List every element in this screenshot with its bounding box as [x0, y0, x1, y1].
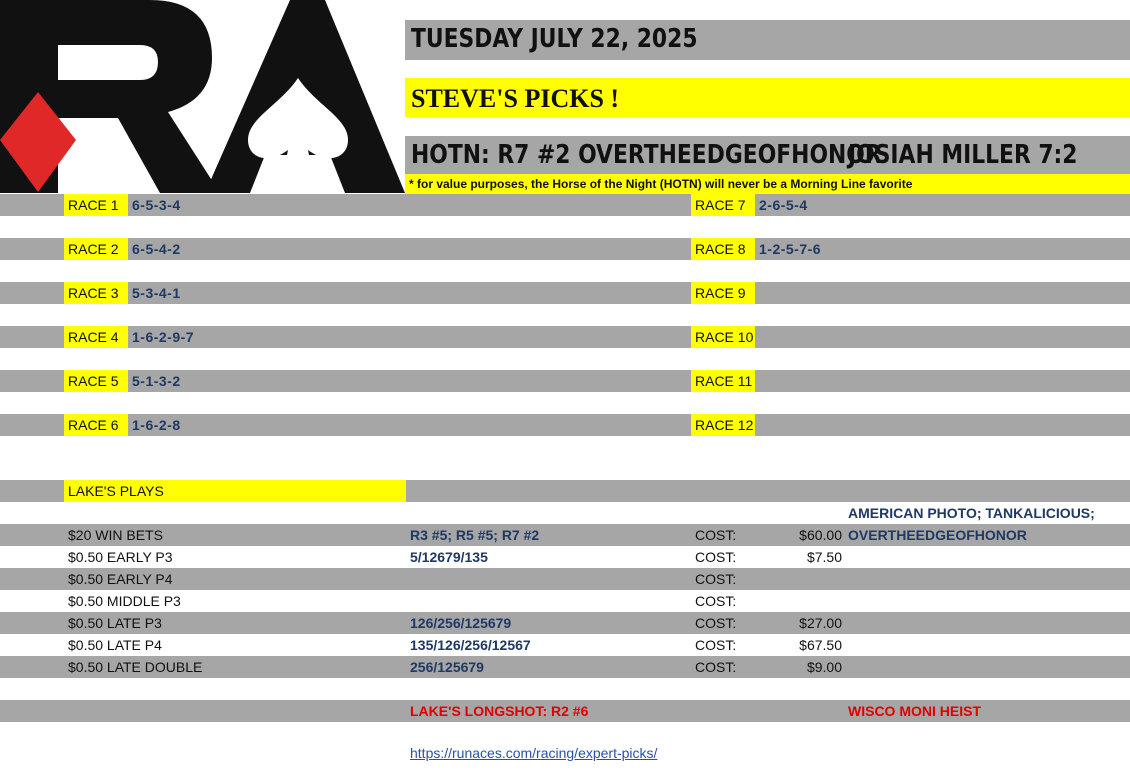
cost-label: COST:	[695, 615, 737, 631]
bet-ticket: 5/12679/135	[410, 549, 488, 565]
lakes-note-line2: OVERTHEEDGEOFHONOR	[848, 527, 1027, 543]
bet-ticket: R3 #5; R5 #5; R7 #2	[410, 527, 540, 543]
bet-cost	[762, 568, 842, 590]
longshot-row	[0, 700, 1130, 722]
race-pick: 5-3-4-1	[132, 285, 181, 301]
lakes-title: LAKE'S PLAYS	[64, 480, 406, 502]
bet-row	[0, 612, 1130, 634]
lakes-note-line1: AMERICAN PHOTO; TANKALICIOUS;	[848, 505, 1095, 521]
bet-ticket: 126/256/125679	[410, 615, 512, 631]
race-label: RACE 5	[64, 370, 128, 392]
race-label: RACE 4	[64, 326, 128, 348]
bet-row	[0, 590, 1130, 612]
bet-cost: $9.00	[806, 659, 842, 675]
race-label: RACE 1	[64, 194, 128, 216]
picks-banner	[405, 78, 1130, 117]
race-label: RACE 12	[691, 414, 755, 436]
bet-name: $0.50 LATE DOUBLE	[68, 659, 203, 675]
bet-name: $0.50 EARLY P4	[68, 571, 173, 587]
race-row	[0, 414, 1130, 436]
bet-cost	[762, 590, 842, 612]
bet-row	[0, 568, 1130, 590]
bet-name: $0.50 EARLY P3	[68, 549, 173, 565]
cost-label: COST:	[695, 571, 737, 587]
race-row	[0, 194, 1130, 216]
bet-cost: $7.50	[806, 549, 842, 565]
bet-row	[0, 546, 1130, 568]
race-label: RACE 7	[691, 194, 755, 216]
race-pick: 6-5-3-4	[132, 197, 181, 213]
longshot-horse: WISCO MONI HEIST	[848, 703, 981, 719]
race-label: RACE 9	[691, 282, 755, 304]
cost-label: COST:	[695, 637, 737, 653]
bet-name: $0.50 LATE P3	[68, 615, 162, 631]
race-pick: 5-1-3-2	[132, 373, 181, 389]
race-label: RACE 8	[691, 238, 755, 260]
hotn-note-text: * for value purposes, the Horse of the Night (HOTN) will never be a Morning Line favorite	[409, 177, 913, 191]
race-label: RACE 6	[64, 414, 128, 436]
race-label: RACE 11	[691, 370, 755, 392]
bet-name: $0.50 LATE P4	[68, 637, 162, 653]
race-label: RACE 10	[691, 326, 755, 348]
cost-label: COST:	[695, 549, 737, 565]
hotn-main: HOTN: R7 #2 OVERTHEEDGEOFHONOR	[411, 140, 882, 170]
bet-cost: $27.00	[799, 615, 842, 631]
race-row	[0, 238, 1130, 260]
race-pick: 6-5-4-2	[132, 241, 181, 257]
bet-row	[0, 634, 1130, 656]
runaces-logo	[0, 0, 405, 193]
longshot-label: LAKE'S LONGSHOT: R2 #6	[410, 703, 589, 719]
bet-cost: $67.50	[799, 637, 842, 653]
race-label: RACE 2	[64, 238, 128, 260]
race-row	[0, 326, 1130, 348]
ra-logo-graphic	[0, 0, 405, 193]
cost-label: COST:	[695, 659, 737, 675]
race-row	[0, 282, 1130, 304]
picks-title: STEVE'S PICKS !	[411, 84, 620, 113]
hotn-banner	[405, 136, 1130, 174]
lakes-title-row	[0, 480, 1130, 502]
race-pick: 2-6-5-4	[759, 197, 808, 213]
race-pick: 1-2-5-7-6	[759, 241, 822, 257]
cost-label: COST:	[695, 527, 737, 543]
hotn-jockey: JOSIAH MILLER 7:2	[848, 140, 1078, 170]
bet-name: $20 WIN BETS	[68, 527, 163, 543]
race-pick: 1-6-2-9-7	[132, 329, 195, 345]
bet-ticket: 135/126/256/12567	[410, 637, 531, 653]
race-pick: 1-6-2-8	[132, 417, 181, 433]
bet-cost: $60.00	[799, 527, 842, 543]
bet-row	[0, 656, 1130, 678]
bet-name: $0.50 MIDDLE P3	[68, 593, 181, 609]
race-row	[0, 370, 1130, 392]
hotn-note	[405, 174, 1130, 194]
bet-ticket: 256/125679	[410, 659, 484, 675]
expert-picks-link[interactable]: https://runaces.com/racing/expert-picks/	[410, 745, 658, 761]
cost-label: COST:	[695, 593, 737, 609]
date-banner	[405, 20, 1130, 60]
date-text: TUESDAY JULY 22, 2025	[411, 24, 698, 54]
race-label: RACE 3	[64, 282, 128, 304]
bet-row	[0, 524, 1130, 546]
